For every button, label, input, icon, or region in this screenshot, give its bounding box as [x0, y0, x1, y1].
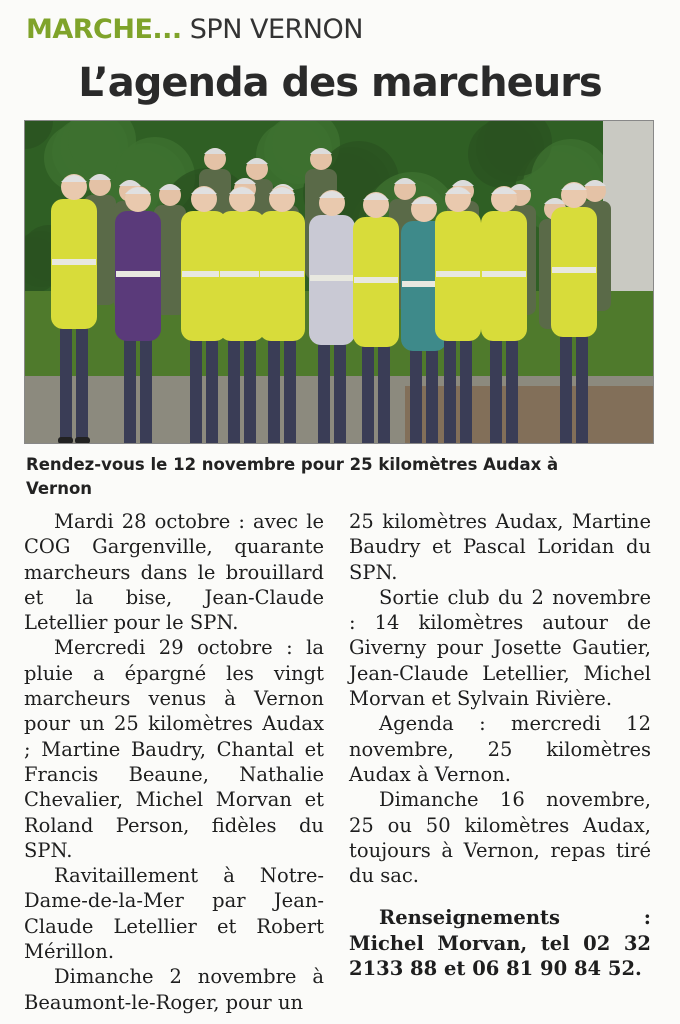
walker-leg — [318, 335, 330, 443]
section-kicker — [26, 14, 363, 45]
walker-leg — [410, 341, 422, 443]
paragraph: Sortie club du 2 novembre : 14 kilomètres autour de Giverny pour Josette Gautier, Jean-Claude Letellier, Michel Morvan et Sylvain Rivière. — [349, 585, 651, 711]
photo-caption: Rendez-vous le 12 novembre pour 25 kilomètres Audax à Vernon — [26, 455, 559, 498]
fallen-leaves — [405, 386, 653, 443]
paragraph: Dimanche 16 novembre, 25 ou 50 kilomètres Audax, toujours à Vernon, repas tiré du sac. — [349, 788, 651, 888]
location-label: SPN VERNON — [189, 14, 363, 45]
reflective-stripe — [220, 271, 264, 277]
walker-leg — [228, 331, 240, 443]
paragraph: Mercredi 29 octobre : la pluie a épargné les vingt marcheurs venus à Vernon pour un 25 kilomètres Audax ; Martine Baudry, Chantal et Francis Beaune, Nathalie Chevalier, Michel Morvan et Roland Person, fidèles du SPN. — [24, 636, 324, 862]
group-photo-illustration — [25, 121, 653, 443]
walker-leg — [206, 331, 218, 443]
article-column-right — [349, 509, 651, 981]
walker-leg — [576, 327, 588, 443]
headline: L’agenda des marcheurs — [78, 60, 602, 106]
group-photo — [24, 120, 654, 444]
rubric-label: MARCHE... — [26, 14, 182, 45]
walker-leg — [76, 319, 88, 439]
walker-leg — [244, 331, 256, 443]
paragraph: Agenda : mercredi 12 novembre, 25 kilomètres Audax à Vernon. — [349, 712, 651, 786]
paragraph: Ravitaillement à Notre-Dame-de-la-Mer par Jean-Claude Letellier et Robert Mérillon. — [24, 864, 324, 964]
walker-leg — [284, 331, 296, 443]
article-column-left — [24, 509, 324, 1015]
walker-leg — [426, 341, 438, 443]
reflective-stripe — [116, 271, 160, 277]
contact-info: Renseignements : Michel Morvan, tel 02 32 2133 88 et 06 81 90 84 52. — [349, 906, 651, 981]
walker-leg — [378, 337, 390, 443]
walker-leg — [444, 331, 456, 443]
reflective-stripe — [310, 275, 354, 281]
reflective-stripe — [436, 271, 480, 277]
walker-leg — [334, 335, 346, 443]
walker-leg — [60, 319, 72, 439]
reflective-stripe — [52, 259, 96, 265]
walker-shoe — [75, 437, 90, 443]
paragraph-continuation: 25 kilomètres Audax, Martine Baudry et Pascal Loridan du SPN. — [349, 510, 651, 584]
reflective-stripe — [354, 277, 398, 283]
walker-shoe — [58, 437, 73, 443]
reflective-stripe — [260, 271, 304, 277]
reflective-stripe — [482, 271, 526, 277]
walker-leg — [140, 331, 152, 443]
walker-leg — [490, 331, 502, 443]
walker-leg — [560, 327, 572, 443]
paragraph: Mardi 28 octobre : avec le COG Gargenville, quarante marcheurs dans le brouillard et la bise, Jean-Claude Letellier pour le SPN. — [24, 510, 324, 635]
walker-leg — [506, 331, 518, 443]
walker-leg — [190, 331, 202, 443]
walker-leg — [460, 331, 472, 443]
walker-leg — [362, 337, 374, 443]
paragraph: Dimanche 2 novembre à Beaumont-le-Roger, pour un — [24, 965, 324, 1014]
reflective-stripe — [552, 267, 596, 273]
walker-leg — [268, 331, 280, 443]
walker-leg — [124, 331, 136, 443]
